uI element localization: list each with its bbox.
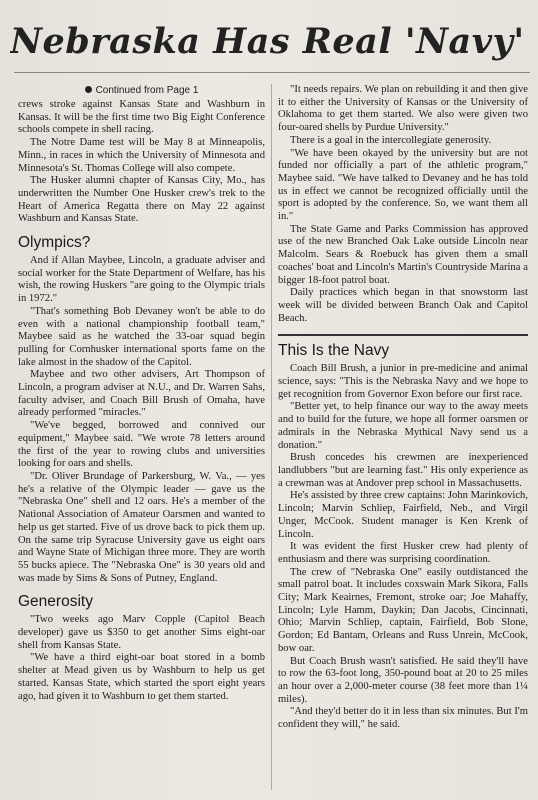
paragraph: "Better yet, to help finance our way to the away meets and to build for the future, we hope all former oarsmen or admirals in the Nebraska Mythical Navy send us a donation.": [278, 401, 528, 451]
paragraph: "It needs repairs. We plan on rebuilding it and then give it to either the University of Kansas or the University of Oklahoma to get them started. We also were given two four-oared shells by Purdue University.": [278, 84, 528, 134]
continued-line: [18, 84, 265, 97]
paragraph: The State Game and Parks Commission has approved use of the new Branched Oak Lake outside Lincoln near Malcolm. Sears & Roebuck has given them a small coaches' boat and Lincoln's Martin's Countryside Marina a bigger 18-foot patrol boat.: [278, 223, 528, 286]
headline: Nebraska Has Real 'Navy': [10, 21, 525, 62]
bullet-icon: [85, 86, 92, 93]
subhead-olympics: Olympics?: [18, 234, 91, 252]
paragraph: The crew of "Nebraska One" easily outdistanced the small patrol boat. It includes coxswain Mark Sikora, Falls City; Mark Keairnes, Fremont, stroke oar; Joe Mahaffy, Lincoln; Lyle Hamm, Daykin; Dan Jacobs, Cincinnati, Ohio; Marvin Schliep, captain, Fairfield, Bob Slone, Gordon; Ed Bantam, Orleans and Russ Unrein, McCook, bow oar.: [278, 566, 528, 654]
paragraph: The Notre Dame test will be May 8 at Minneapolis, Minn., in races in which the University of Minnesota and Minnesota's St. Thomas College will also compete.: [18, 137, 265, 174]
paragraph: Daily practices which began in that snowstorm last week will be divided between Branch Oak and Capitol Beach.: [278, 287, 528, 324]
paragraph: "We have been okayed by the university but are not funded nor officially a part of the athletic program," Maybee said. "We have talked to Devaney and he has told us in effect we cannot be recognized officially until the sport is adopted by the conference. So, we want them all in.": [278, 147, 528, 223]
paragraph: It was evident the first Husker crew had plenty of enthusiasm and there was surprising coordination.: [278, 541, 528, 565]
paragraph: "We've begged, borrowed and connived our equipment," Maybee said. "We wrote 78 letters around the first of the year to rowing clubs and universities looking for oars and shells.: [18, 420, 265, 470]
right-column: [278, 84, 528, 796]
paragraph: "Dr. Oliver Brundage of Parkersburg, W. Va., — yes he's a relative of the Olympic leader — gave us the "Nebraska One" shell and 12 oars. He's a member of the National Association of Amateur Oarsmen and wanted to help us get started. Five of us drove back to pick them up. On the same trip Syracuse University gave us eight oars and Wayne State of Michigan three more. They are worth 55 bucks apiece. The "Nebraska One" is 30 years old and was made by Sims & Sons of Putney, England.: [18, 470, 265, 584]
paragraph: But Coach Brush wasn't satisfied. He said they'll have to row the 63-foot long, 350-pound boat at 20 to 25 miles an hour over a 2,000-meter course (38 feet more than 1¼ miles).: [278, 655, 528, 705]
continued-text: Continued from Page 1: [95, 85, 199, 96]
paragraph: And if Allan Maybee, Lincoln, a graduate adviser and social worker for the State Department of Welfare, has his wish, the rowing Huskers "are going to the Olympic trials in 1972.": [18, 255, 265, 305]
paragraph: "We have a third eight-oar boat stored in a bomb shelter at Mead given us by Washburn to help us get started. Kansas State, which started the sport eight years ago, had given it to Washburn to get them started.: [18, 652, 265, 702]
headline-rule: [14, 72, 530, 73]
paragraph: There is a goal in the intercollegiate generosity.: [290, 134, 492, 146]
column-divider: [271, 84, 272, 790]
paragraph: "That's something Bob Devaney won't be able to do even with a national championship football team," Maybee said as he watched the 33-oar squad begin pulling for Cornhusker international sports fame on the lake almost in the shadow of the Capitol.: [18, 305, 265, 368]
subhead-generosity: Generosity: [18, 593, 93, 611]
paragraph: "Two weeks ago Marv Copple (Capitol Beach developer) gave us $350 to get another Sims eight-oar shell from Kansas State.: [18, 614, 265, 651]
paragraph: crews stroke against Kansas State and Washburn in Kansas. It will be the first time two Big Eight Conference schools compete in shell racing.: [18, 99, 265, 136]
paragraph: Brush concedes his crewmen are inexperienced landlubbers "but are learning fast." His only experience as a crewman was at Andover prep school in Massachusetts.: [278, 452, 528, 489]
paragraph: He's assisted by three crew captains: John Marinkovich, Lincoln; Marvin Schliep, Fairfield, Neb., and Virgil Unger, McCook. Student manager is Ken Krenk of Lincoln.: [278, 490, 528, 540]
subhead-navy: This Is the Navy: [278, 334, 528, 360]
paragraph: The Husker alumni chapter of Kansas City, Mo., has underwritten the Number One Husker crew's trek to the Heart of America Regatta there on May 22 against Washburn and Kansas State.: [18, 175, 265, 225]
paragraph: Coach Bill Brush, a junior in pre-medicine and animal science, says: "This is the Nebraska Navy and we hope to get recognition from Governor Exon before our first race.: [278, 363, 528, 400]
paragraph: Maybee and two other advisers, Art Thompson of Lincoln, a program adviser at N.U., and Dr. Warren Sahs, faculty adviser, and Coach Bill Brush of Omaha, have already performed "miracles.": [18, 369, 265, 419]
left-column: [18, 84, 265, 796]
paragraph: "And they'd better do it in less than six minutes. But I'm confident they will," he said.: [278, 706, 528, 731]
